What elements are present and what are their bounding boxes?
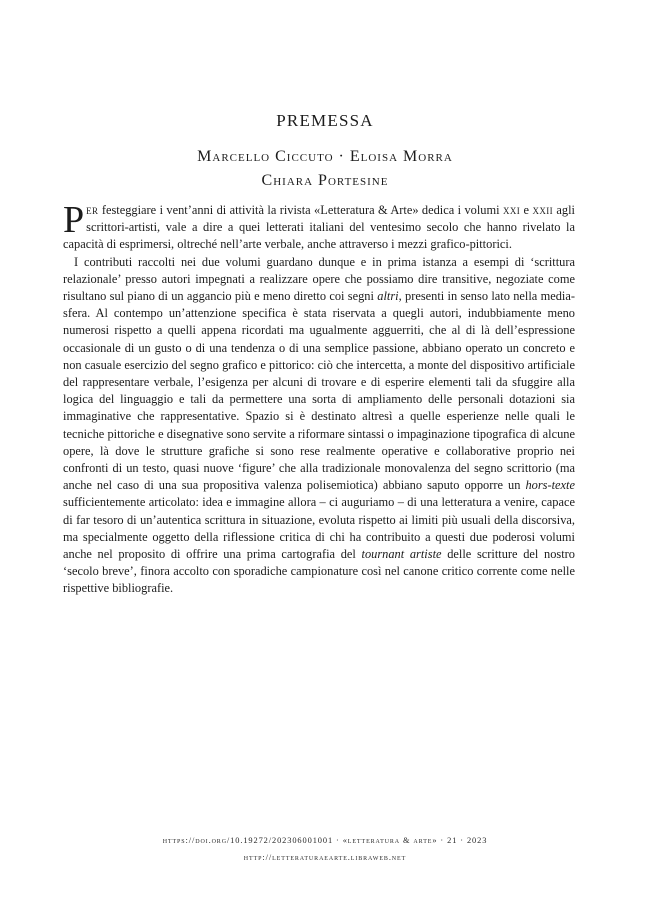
paragraph-2-text-2: , presenti in senso lato nella media-sfera. Al contempo un’attenzione specifica è stata riservata a quegli autori, indubbiamente meno numerosi rispetto a quelli appena ricordati ma ugualmente agguerriti, che al di là dell’espressione occasionale di un gusto o di una tendenza o di una semplice passione, abbiano operato un concreto e non casuale esercizio del segno grafico e pittorico: ciò che intercetta, a monte del dispositivo artificiale del rappresentare verbale, l’esigenza per alcuni di trovare e di esperire elementi tali da sfuggire alla logica del linguaggio e tali da permettere una sorta di ampliamento delle personali dotazioni sia immaginative che rappresentative. Spazio si è destinato altresì a quelle esperienze nelle quali le tecniche pittoriche e disegnative sono servite a riformare sintassi o impaginazione tipografica di alcune opere, là dove le strutture grafiche si sono rese realmente operative e collaborative proprio nei confronti di un testo, quasi nuove ‘figure’ che alla tradizionale monovalenza del segno scrittorio (ma anche nel caso di una sua propositiva valenza polisemiotica) abbiano saputo opporre un bbox=[63, 289, 575, 493]
emphasis-altri: altri bbox=[377, 289, 399, 304]
paragraph-2-text-1: I contributi raccolti nei due volumi guardano dunque e in prima istanza a esempi di ‘scrittura relazionale’ presso autori impegnati a realizzare opere che possiamo dire transitive, negoziate come risultano sul piano di un aggancio più e meno diretto coi segni bbox=[63, 254, 575, 304]
paragraph-2 bbox=[63, 254, 575, 598]
authors-line-1: Marcello Ciccuto · Eloisa Morra bbox=[197, 148, 453, 165]
paragraph-1-text-2: e bbox=[520, 203, 533, 217]
footer-doi-line[interactable]: https://doi.org/10.19272/202306001001 · «letteratura & arte» · 21 · 2023 bbox=[162, 836, 488, 845]
lead-smallcaps: er bbox=[86, 203, 99, 217]
paragraph-2-text-4: delle scritture del nostro ‘secolo breve’, finora accolto con sporadiche campionature così nel canone critico corrente come nelle rispettive bibliografie. bbox=[63, 547, 575, 596]
volume-number-2: xxii bbox=[532, 203, 554, 217]
paragraph-1 bbox=[63, 199, 575, 254]
paragraph-1-text-1: festeggiare i vent’anni di attività la rivista «Letteratura & Arte» dedica i volumi bbox=[98, 203, 503, 217]
volume-number-1: xxi bbox=[502, 203, 521, 217]
paragraph-2-text-3: sufficientemente articolato: idea e immagine allora – ci auguriamo – di una letteratura a venire, capace di far tesoro di un’autentica scrittura in situazione, evoluta rispetto ai limiti più usuali della discorsiva, ma specialmente oggetto della riflessione critica di chi ha contribuito a questi due poderosi volumi anche nel proposito di offrire una prima cartografia del bbox=[63, 495, 575, 562]
paragraph-1-text-3: agli scrittori-artisti, vale a dire a quei letterati italiani del ventesimo secolo che hanno rivelato la capacità di esprimersi, oltreché nell’arte verbale, anche attraverso i mezzi grafico-pittorici. bbox=[63, 203, 575, 252]
page-title: PREMESSA bbox=[276, 111, 374, 130]
authors-line-2: Chiara Portesine bbox=[261, 172, 389, 189]
authors-block bbox=[0, 145, 650, 193]
footer-website-line[interactable]: http://letteraturaearte.libraweb.net bbox=[243, 853, 407, 862]
emphasis-hors-texte: hors-texte bbox=[525, 478, 575, 493]
drop-cap: P bbox=[63, 199, 85, 241]
body-text bbox=[63, 199, 575, 598]
emphasis-tournant-artiste: tournant artiste bbox=[361, 547, 442, 562]
